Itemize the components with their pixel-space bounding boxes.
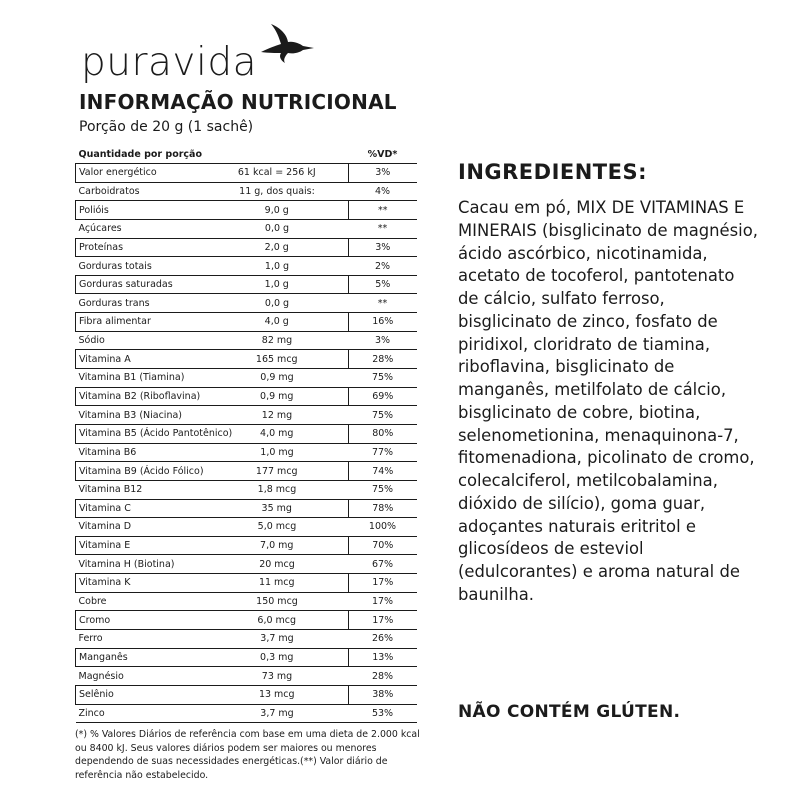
nutrient-name: Valor energético bbox=[76, 164, 206, 183]
table-row bbox=[76, 648, 417, 667]
nutrient-name: Carboidratos bbox=[76, 182, 206, 201]
nutrient-quantity: 12 mg bbox=[206, 406, 349, 425]
nutrient-quantity: 61 kcal = 256 kJ bbox=[206, 164, 349, 183]
nutrient-name: Cromo bbox=[76, 611, 206, 630]
nutrient-name: Vitamina A bbox=[76, 350, 206, 369]
table-header-row bbox=[76, 146, 417, 164]
nutrient-quantity: 1,0 g bbox=[206, 257, 349, 276]
table-row bbox=[76, 294, 417, 313]
nutrient-vd: 38% bbox=[349, 685, 417, 704]
nutrient-vd: 2% bbox=[349, 257, 417, 276]
nutrient-name: Proteínas bbox=[76, 238, 206, 257]
table-row bbox=[76, 331, 417, 350]
nutrient-quantity: 0,0 g bbox=[206, 294, 349, 313]
nutrient-quantity: 4,0 mg bbox=[206, 424, 349, 443]
nutrient-quantity: 4,0 g bbox=[206, 313, 349, 332]
nutrition-table bbox=[75, 146, 417, 723]
nutrient-name: Vitamina B12 bbox=[76, 480, 206, 499]
table-row bbox=[76, 667, 417, 686]
nutrient-vd: 3% bbox=[349, 238, 417, 257]
nutrient-vd: 17% bbox=[349, 592, 417, 611]
nutrient-name: Selênio bbox=[76, 685, 206, 704]
table-row bbox=[76, 238, 417, 257]
table-row bbox=[76, 704, 417, 723]
nutrient-quantity: 0,9 mg bbox=[206, 387, 349, 406]
nutrient-vd: 4% bbox=[349, 182, 417, 201]
table-row bbox=[76, 480, 417, 499]
table-row bbox=[76, 685, 417, 704]
table-row bbox=[76, 313, 417, 332]
nutrient-quantity: 11 mcg bbox=[206, 574, 349, 593]
nutrient-quantity: 5,0 mcg bbox=[206, 518, 349, 537]
table-row bbox=[76, 275, 417, 294]
nutrient-vd: 3% bbox=[349, 331, 417, 350]
nutrient-quantity: 3,7 mg bbox=[206, 630, 349, 649]
table-row bbox=[76, 611, 417, 630]
nutrient-name: Vitamina B3 (Niacina) bbox=[76, 406, 206, 425]
nutrient-name: Gorduras totais bbox=[76, 257, 206, 276]
nutrient-name: Vitamina B2 (Riboflavina) bbox=[76, 387, 206, 406]
table-row bbox=[76, 201, 417, 220]
nutrient-name: Cobre bbox=[76, 592, 206, 611]
nutrient-name: Gorduras saturadas bbox=[76, 275, 206, 294]
nutrient-vd: 78% bbox=[349, 499, 417, 518]
nutrient-quantity: 165 mcg bbox=[206, 350, 349, 369]
nutrient-vd: 5% bbox=[349, 275, 417, 294]
table-row bbox=[76, 462, 417, 481]
nutrient-vd: 70% bbox=[349, 536, 417, 555]
nutrient-quantity: 0,3 mg bbox=[206, 648, 349, 667]
nutrient-name: Sódio bbox=[76, 331, 206, 350]
nutrient-quantity: 9,0 g bbox=[206, 201, 349, 220]
nutrition-table-body bbox=[76, 164, 417, 723]
nutrient-quantity: 2,0 g bbox=[206, 238, 349, 257]
nutrient-quantity: 150 mcg bbox=[206, 592, 349, 611]
nutrient-vd: 75% bbox=[349, 406, 417, 425]
nutrient-vd: 3% bbox=[349, 164, 417, 183]
nutrient-vd: 17% bbox=[349, 574, 417, 593]
nutrient-vd: 13% bbox=[349, 648, 417, 667]
nutrition-title: INFORMAÇÃO NUTRICIONAL bbox=[79, 90, 397, 114]
serving-size: Porção de 20 g (1 sachê) bbox=[79, 119, 254, 135]
table-row bbox=[76, 406, 417, 425]
nutrient-vd: 77% bbox=[349, 443, 417, 462]
nutrient-vd: 80% bbox=[349, 424, 417, 443]
nutrient-quantity: 82 mg bbox=[206, 331, 349, 350]
nutrient-name: Açúcares bbox=[76, 219, 206, 238]
header-quantity: Quantidade por porção bbox=[76, 146, 206, 164]
nutrient-quantity: 1,0 mg bbox=[206, 443, 349, 462]
nutrient-name: Ferro bbox=[76, 630, 206, 649]
hummingbird-icon bbox=[257, 22, 315, 64]
nutrient-name: Vitamina B6 bbox=[76, 443, 206, 462]
nutrient-vd: 53% bbox=[349, 704, 417, 723]
table-row bbox=[76, 164, 417, 183]
nutrient-quantity: 11 g, dos quais: bbox=[206, 182, 349, 201]
nutrient-name: Zinco bbox=[76, 704, 206, 723]
nutrient-vd: 28% bbox=[349, 667, 417, 686]
nutrient-name: Vitamina K bbox=[76, 574, 206, 593]
nutrient-name: Vitamina H (Biotina) bbox=[76, 555, 206, 574]
nutrient-quantity: 13 mcg bbox=[206, 685, 349, 704]
table-row bbox=[76, 443, 417, 462]
nutrient-name: Vitamina C bbox=[76, 499, 206, 518]
nutrient-name: Vitamina B9 (Ácido Fólico) bbox=[76, 462, 206, 481]
nutrient-vd: ** bbox=[349, 219, 417, 238]
nutrient-vd: ** bbox=[349, 201, 417, 220]
nutrient-vd: 67% bbox=[349, 555, 417, 574]
table-row bbox=[76, 182, 417, 201]
nutrient-name: Vitamina B5 (Ácido Pantotênico) bbox=[76, 424, 206, 443]
nutrient-quantity: 7,0 mg bbox=[206, 536, 349, 555]
nutrient-quantity: 6,0 mcg bbox=[206, 611, 349, 630]
table-row bbox=[76, 555, 417, 574]
table-row bbox=[76, 369, 417, 388]
header-blank bbox=[206, 146, 349, 164]
nutrient-name: Vitamina E bbox=[76, 536, 206, 555]
nutrient-quantity: 1,8 mcg bbox=[206, 480, 349, 499]
nutrient-name: Vitamina D bbox=[76, 518, 206, 537]
nutrient-vd: 17% bbox=[349, 611, 417, 630]
nutrient-vd: 28% bbox=[349, 350, 417, 369]
table-row bbox=[76, 219, 417, 238]
table-row bbox=[76, 536, 417, 555]
nutrient-quantity: 20 mcg bbox=[206, 555, 349, 574]
nutrient-quantity: 35 mg bbox=[206, 499, 349, 518]
nutrient-vd: 100% bbox=[349, 518, 417, 537]
table-row bbox=[76, 387, 417, 406]
nutrient-vd: 69% bbox=[349, 387, 417, 406]
nutrient-vd: ** bbox=[349, 294, 417, 313]
nutrient-name: Vitamina B1 (Tiamina) bbox=[76, 369, 206, 388]
ingredients-text: Cacau em pó, MIX DE VITAMINAS E MINERAIS (bisglicinato de magnésio, ácido ascórbico, nicotinamida, acetato de tocoferol, pantotenato de cálcio, sulfato ferroso, bisglicinato de zinco, fosfato de piridixol, cloridrato de tiamina, riboflavina, bisglicinato de manganês, metilfolato de cálcio, bisglicinato de cobre, biotina, selenometionina, menaquinona-7, fitomenadiona, picolinato de cromo, colecalciferol, metilcobalamina, dióxido de silício), goma guar, adoçantes naturais eritritol e glicosídeos de esteviol (edulcorantes) e aroma natural de baunilha. bbox=[458, 198, 758, 604]
nutrient-vd: 75% bbox=[349, 480, 417, 499]
table-row bbox=[76, 630, 417, 649]
table-row bbox=[76, 574, 417, 593]
table-row bbox=[76, 424, 417, 443]
nutrient-quantity: 0,9 mg bbox=[206, 369, 349, 388]
nutrient-quantity: 0,0 g bbox=[206, 219, 349, 238]
table-row bbox=[76, 257, 417, 276]
nutrient-vd: 16% bbox=[349, 313, 417, 332]
header-vd: %VD* bbox=[349, 146, 417, 164]
nutrient-vd: 26% bbox=[349, 630, 417, 649]
footnote: (*) % Valores Diários de referência com base em uma dieta de 2.000 kcal ou 8400 kJ. Seus valores diários podem ser maiores ou menores dependendo de suas necessidades energéticas.(**) Valor diário de referência não estabelecido. bbox=[75, 729, 420, 781]
nutrient-quantity: 1,0 g bbox=[206, 275, 349, 294]
table-row bbox=[76, 499, 417, 518]
nutrient-vd: 75% bbox=[349, 369, 417, 388]
logo-wordmark: puravida bbox=[81, 40, 257, 85]
table-row bbox=[76, 518, 417, 537]
nutrient-vd: 74% bbox=[349, 462, 417, 481]
nutrient-name: Manganês bbox=[76, 648, 206, 667]
nutrient-quantity: 3,7 mg bbox=[206, 704, 349, 723]
nutrient-quantity: 73 mg bbox=[206, 667, 349, 686]
nutrient-name: Polióis bbox=[76, 201, 206, 220]
nutrient-name: Fibra alimentar bbox=[76, 313, 206, 332]
gluten-notice: NÃO CONTÉM GLÚTEN. bbox=[458, 702, 681, 722]
brand-logo bbox=[81, 22, 257, 85]
nutrient-quantity: 177 mcg bbox=[206, 462, 349, 481]
table-row bbox=[76, 592, 417, 611]
nutrient-name: Magnésio bbox=[76, 667, 206, 686]
table-row bbox=[76, 350, 417, 369]
nutrient-name: Gorduras trans bbox=[76, 294, 206, 313]
ingredients-title: INGREDIENTES: bbox=[458, 160, 647, 184]
